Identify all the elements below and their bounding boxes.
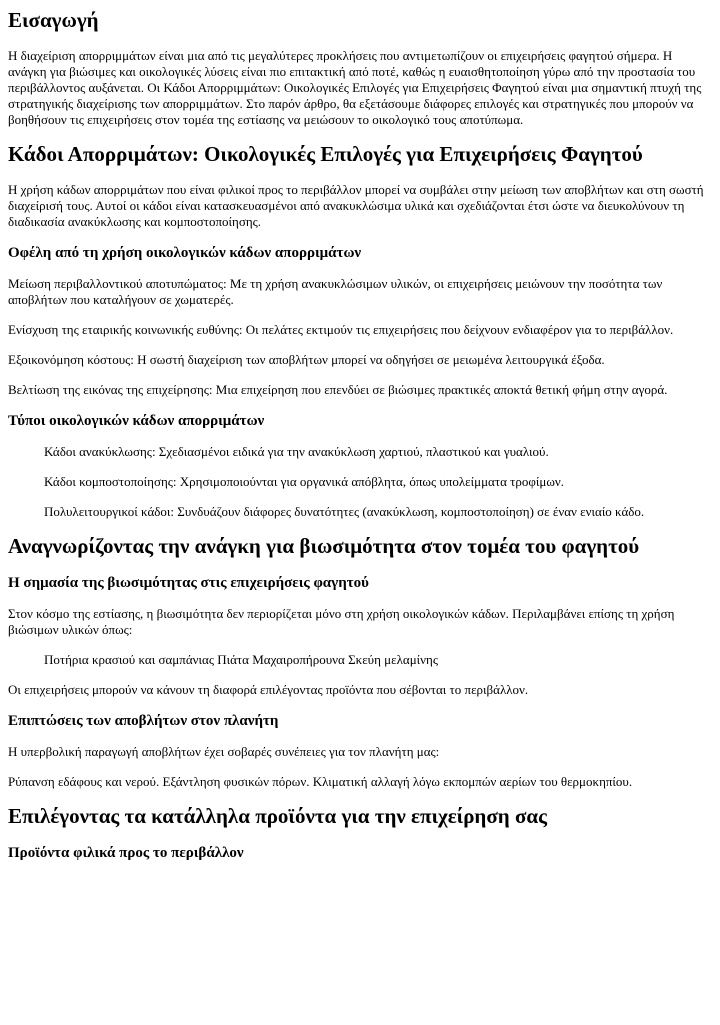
bins-heading: Κάδοι Απορριμάτων: Οικολογικές Επιλογές για Επιχειρήσεις Φαγητού: [8, 142, 643, 166]
importance-paragraph: Στον κόσμο της εστίασης, η βιωσιμότητα δεν περιορίζεται μόνο στη χρήση οικολογικών κάδων. Περιλαμβάνει επίσης τη χρήση βιώσιμων υλικών όπως:: [8, 606, 675, 637]
need-heading: Αναγνωρίζοντας την ανάγκη για βιωσιμότητα στον τομέα του φαγητού: [8, 534, 640, 558]
choosing-heading: Επιλέγοντας τα κατάλληλα προϊόντα για την επιχείρηση σας: [8, 804, 547, 828]
materials-list: [8, 652, 712, 668]
intro-paragraph: Η διαχείριση απορριμμάτων είναι μια από τις μεγαλύτερες προκλήσεις που αντιμετωπίζουν οι επιχειρήσεις φαγητού σήμερα. Η ανάγκη για βιώσιμες και οικολογικές λύσεις είναι πιο επιτακτική από ποτέ, καθώς η ευαισθητοποίηση γύρω από την προστασία του περιβάλλοντος αυξάνεται. Οι Κάδοι Απορριμμάτων: Οικολογικές Επιλογές για Επιχειρήσεις Φαγητού είναι μια σημαντική πτυχή της στρατηγικής διαχείρισης των απορριμμάτων. Στο παρόν άρθρο, θα εξετάσουμε διάφορες επιλογές και στρατηγικές που μπορούν να βοηθήσουν τις επιχειρήσεις στον τομέα της εστίασης να μειώσουν το οικολογικό τους αποτύπωμα.: [8, 48, 702, 127]
intro-heading: Εισαγωγή: [8, 8, 99, 32]
impact-heading: Επιπτώσεις των αποβλήτων στον πλανήτη: [8, 713, 279, 729]
difference-paragraph: Οι επιχειρήσεις μπορούν να κάνουν τη διαφορά επιλέγοντας προϊόντα που σέβονται το περιβάλλον.: [8, 682, 529, 697]
list-item: Κάδοι κομποστοποίησης: Χρησιμοποιούνται για οργανικά απόβλητα, όπως υπολείμματα τροφίμων.: [44, 474, 565, 489]
benefit-paragraph: Βελτίωση της εικόνας της επιχείρησης: Μια επιχείρηση που επενδύει σε βιώσιμες πρακτικές αποκτά θετική φήμη στην αγορά.: [8, 382, 668, 397]
benefit-paragraph: Ενίσχυση της εταιρικής κοινωνικής ευθύνης: Οι πελάτες εκτιμούν τις επιχειρήσεις που δείχνουν ενδιαφέρον για το περιβάλλον.: [8, 322, 674, 337]
benefit-paragraph: Μείωση περιβαλλοντικού αποτυπώματος: Με τη χρήση ανακυκλώσιμων υλικών, οι επιχειρήσεις μειώνουν την ποσότητα των αποβλήτων που καταλήγουν σε χωματερές.: [8, 276, 663, 307]
types-list: [8, 444, 712, 520]
impact-paragraph: Η υπερβολική παραγωγή αποβλήτων έχει σοβαρές συνέπειες για τον πλανήτη μας:: [8, 744, 440, 759]
article: [0, 8, 720, 862]
consequences-paragraph: Ρύπανση εδάφους και νερού. Εξάντληση φυσικών πόρων. Κλιματική αλλαγή λόγω εκπομπών αερίων του θερμοκηπίου.: [8, 774, 633, 789]
types-heading: Τύποι οικολογικών κάδων απορριμάτων: [8, 413, 265, 429]
bins-paragraph: Η χρήση κάδων απορριμάτων που είναι φιλικοί προς το περιβάλλον μπορεί να συμβάλει στην μείωση των αποβλήτων και στη σωστή διαχείρισή τους. Αυτοί οι κάδοι είναι κατασκευασμένοι από ανακυκλώσιμα υλικά και σχεδιάζονται έτσι ώστε να διευκολύνουν τη διαδικασία ανακύκλωσης και κομποστοποίησης.: [8, 182, 704, 229]
benefits-heading: Οφέλη από τη χρήση οικολογικών κάδων απορριμάτων: [8, 245, 362, 261]
importance-heading: Η σημασία της βιωσιμότητας στις επιχειρήσεις φαγητού: [8, 575, 369, 591]
list-item: Ποτήρια κρασιού και σαμπάνιας Πιάτα Μαχαιροπήρουνα Σκεύη μελαμίνης: [44, 652, 438, 667]
list-item: Πολυλειτουργικοί κάδοι: Συνδυάζουν διάφορες δυνατότητες (ανακύκλωση, κομποστοποίηση) σε έναν ενιαίο κάδο.: [44, 504, 645, 519]
benefit-paragraph: Εξοικονόμηση κόστους: Η σωστή διαχείριση των αποβλήτων μπορεί να οδηγήσει σε μειωμένα λειτουργικά έξοδα.: [8, 352, 605, 367]
eco-products-heading: Προϊόντα φιλικά προς το περιβάλλον: [8, 845, 244, 861]
list-item: Κάδοι ανακύκλωσης: Σχεδιασμένοι ειδικά για την ανακύκλωση χαρτιού, πλαστικού και γυαλιού.: [44, 444, 549, 459]
